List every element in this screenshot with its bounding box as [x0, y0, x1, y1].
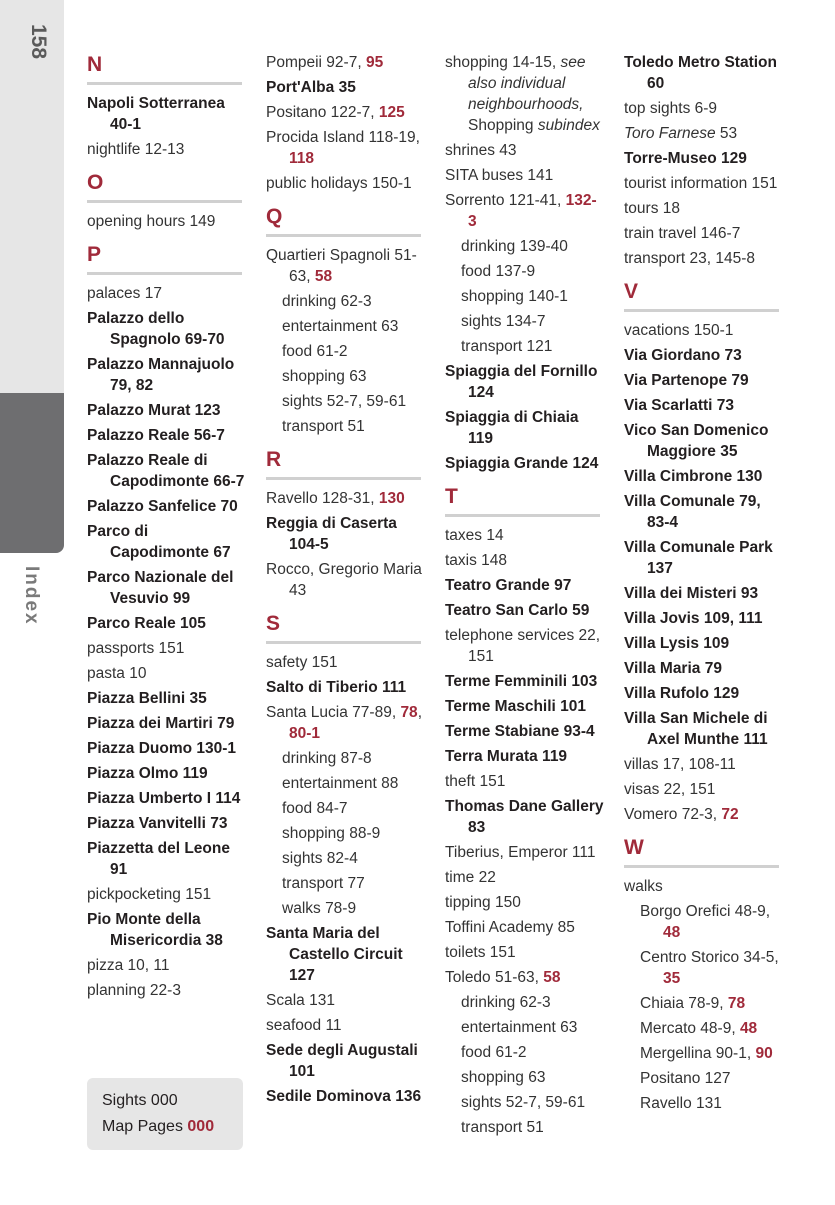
page-number: 158: [27, 24, 50, 60]
index-entry: [87, 567, 247, 609]
index-entry: [87, 283, 247, 304]
entry-text: Toffini Academy 85: [445, 919, 575, 936]
entry-text: subindex: [537, 117, 600, 134]
legend-box: [87, 1078, 243, 1150]
entry-text: Villa Rufolo 129: [624, 685, 740, 702]
entry-text: Teatro Grande 97: [445, 577, 572, 594]
index-entry: [87, 308, 247, 350]
index-entry: [624, 876, 784, 897]
index-entry: [87, 788, 247, 809]
index-subentry: [282, 798, 426, 819]
index-entry: [445, 771, 605, 792]
index-entry: [87, 613, 247, 634]
entry-text: Villa Lysis 109: [624, 635, 730, 652]
index-entry: [87, 425, 247, 446]
index-entry: [87, 738, 247, 759]
entry-text: Napoli Sotterranea 40-1: [87, 95, 225, 133]
index-entry: [266, 173, 426, 194]
entry-text: vacations 150-1: [624, 322, 734, 339]
index-entry: [624, 633, 784, 654]
index-entry: [87, 763, 247, 784]
entry-text: Reggia di Caserta 104-5: [266, 515, 397, 553]
entry-text: transport 51: [282, 418, 365, 435]
index-entry: [624, 52, 784, 94]
letter-heading: S: [266, 605, 421, 644]
index-subentry: [282, 898, 426, 919]
index-entry: [266, 102, 426, 123]
index-entry: [445, 190, 605, 232]
index-entry: [266, 488, 426, 509]
index-entry: [266, 677, 426, 698]
index-entry: [87, 139, 247, 160]
index-entry: [624, 420, 784, 462]
entry-text: Villa Comunale Park 137: [624, 539, 773, 577]
entry-text: telephone services 22, 151: [445, 627, 601, 665]
entry-text: nightlife 12-13: [87, 141, 185, 158]
index-subentry: [461, 1067, 605, 1088]
index-entry: [87, 909, 247, 951]
index-entry: [266, 245, 426, 287]
entry-text: public holidays 150-1: [266, 175, 412, 192]
entry-text: sights 52-7, 59-61: [282, 393, 407, 410]
index-subentry: [461, 336, 605, 357]
letter-heading: T: [445, 478, 600, 517]
index-entry: [87, 211, 247, 232]
index-subentry: [461, 1017, 605, 1038]
entry-text: 53: [715, 125, 738, 142]
entry-text: entertainment 63: [461, 1019, 578, 1036]
entry-text: see also individual neighbourhoods,: [468, 54, 586, 113]
entry-text: Piazza Umberto I 114: [87, 790, 241, 807]
index-entry: [266, 1086, 426, 1107]
index-entry: [624, 223, 784, 244]
index-entry: [445, 575, 605, 596]
index-subentry: [461, 236, 605, 257]
entry-text: Piazza Duomo 130-1: [87, 740, 237, 757]
index-entry: [624, 779, 784, 800]
index-entry: [624, 683, 784, 704]
index-subentry: [282, 416, 426, 437]
index-entry: [624, 395, 784, 416]
index-subentry: [640, 1068, 784, 1089]
index-subentry: [282, 366, 426, 387]
entry-text: Terra Murata 119: [445, 748, 568, 765]
index-subentry: [282, 341, 426, 362]
index-entry: [624, 537, 784, 579]
index-entry: [266, 990, 426, 1011]
entry-text: drinking 139-40: [461, 238, 568, 255]
entry-text: drinking 62-3: [461, 994, 551, 1011]
letter-heading: Q: [266, 198, 421, 237]
entry-text: Positano 127: [640, 1070, 731, 1087]
index-subentry: [461, 1042, 605, 1063]
entry-text: transport 77: [282, 875, 365, 892]
entry-text: tourist information 151: [624, 175, 778, 192]
entry-text: entertainment 63: [282, 318, 399, 335]
index-entry: [445, 892, 605, 913]
entry-text: Procida Island 118-19,: [266, 129, 420, 146]
entry-text: pickpocketing 151: [87, 886, 212, 903]
entry-text: walks: [624, 878, 663, 895]
index-entry: [87, 955, 247, 976]
entry-text: Parco di Capodimonte 67: [87, 523, 231, 561]
entry-text: theft 151: [445, 773, 506, 790]
index-column-3: [445, 52, 605, 1142]
map-page-ref: 78: [727, 995, 746, 1012]
entry-text: Centro Storico 34-5,: [640, 949, 779, 966]
entry-text: taxes 14: [445, 527, 504, 544]
entry-text: Villa Jovis 109, 111: [624, 610, 763, 627]
entry-text: shopping 63: [282, 368, 367, 385]
entry-text: Spiaggia Grande 124: [445, 455, 599, 472]
index-entry: [87, 354, 247, 396]
index-entry: [266, 923, 426, 986]
index-entry: [87, 884, 247, 905]
index-entry: [445, 600, 605, 621]
entry-text: shopping 14-15,: [445, 54, 561, 71]
entry-text: food 137-9: [461, 263, 536, 280]
index-entry: [445, 525, 605, 546]
index-entry: [624, 198, 784, 219]
entry-text: Pompeii 92-7,: [266, 54, 366, 71]
entry-text: Ravello 128-31,: [266, 490, 379, 507]
index-entry: [266, 559, 426, 601]
section-tab-label: Index: [21, 566, 42, 626]
entry-text: Villa San Michele di Axel Munthe 111: [624, 710, 768, 748]
index-entry: [87, 400, 247, 421]
index-entry: [87, 688, 247, 709]
entry-text: toilets 151: [445, 944, 516, 961]
index-entry: [87, 813, 247, 834]
map-page-ref: 58: [314, 268, 333, 285]
entry-text: Mercato 48-9,: [640, 1020, 740, 1037]
entry-text: Parco Reale 105: [87, 615, 206, 632]
index-entry: [266, 702, 426, 744]
index-entry: [87, 663, 247, 684]
entry-text: Sedile Dominova 136: [266, 1088, 422, 1105]
index-subentry: [640, 1043, 784, 1064]
index-entry: [445, 361, 605, 403]
entry-text: tours 18: [624, 200, 681, 217]
index-subentry: [282, 391, 426, 412]
index-entry: [87, 713, 247, 734]
index-entry: [266, 1040, 426, 1082]
index-entry: [87, 450, 247, 492]
index-entry: [624, 466, 784, 487]
entry-text: Terme Femminili 103: [445, 673, 598, 690]
entry-text: Teatro San Carlo 59: [445, 602, 590, 619]
entry-text: train travel 146-7: [624, 225, 741, 242]
index-entry: [624, 98, 784, 119]
index-entry: [87, 638, 247, 659]
index-entry: [624, 345, 784, 366]
entry-text: tipping 150: [445, 894, 521, 911]
entry-text: food 61-2: [282, 343, 348, 360]
entry-text: Via Giordano 73: [624, 347, 742, 364]
index-entry: [445, 867, 605, 888]
entry-text: Villa Cimbrone 130: [624, 468, 763, 485]
entry-text: Thomas Dane Gallery 83: [445, 798, 604, 836]
entry-text: drinking 62-3: [282, 293, 372, 310]
entry-text: Piazza Olmo 119: [87, 765, 208, 782]
index-entry: [445, 746, 605, 767]
entry-text: shopping 88-9: [282, 825, 381, 842]
entry-text: sights 82-4: [282, 850, 358, 867]
entry-text: Palazzo Reale di Capodimonte 66-7: [87, 452, 245, 490]
index-subentry: [640, 1018, 784, 1039]
entry-text: Ravello 131: [640, 1095, 722, 1112]
entry-text: Torre-Museo 129: [624, 150, 747, 167]
entry-text: Villa Comunale 79, 83-4: [624, 493, 761, 531]
index-subentry: [282, 773, 426, 794]
entry-text: transport 51: [461, 1119, 544, 1136]
entry-text: ,: [417, 704, 422, 721]
section-tab-marker: [0, 393, 64, 553]
entry-text: Spiaggia di Chiaia 119: [445, 409, 579, 447]
entry-text: Spiaggia del Fornillo 124: [445, 363, 598, 401]
entry-text: Tiberius, Emperor 111: [445, 844, 596, 861]
letter-heading: P: [87, 236, 242, 275]
entry-text: Villa Maria 79: [624, 660, 722, 677]
entry-text: Piazza Vanvitelli 73: [87, 815, 228, 832]
index-entry: [445, 796, 605, 838]
index-entry: [624, 491, 784, 533]
map-page-ref: 78: [400, 704, 418, 721]
index-entry: [624, 320, 784, 341]
index-entry: [445, 550, 605, 571]
entry-text: Terme Maschili 101: [445, 698, 587, 715]
map-page-ref: 118: [289, 150, 315, 167]
entry-text: Chiaia 78-9,: [640, 995, 728, 1012]
entry-text: Piazzetta del Leone 91: [87, 840, 230, 878]
index-entry: [624, 708, 784, 750]
index-subentry: [461, 286, 605, 307]
index-entry: [445, 453, 605, 474]
map-page-ref: 35: [663, 970, 681, 987]
index-subentry: [282, 873, 426, 894]
entry-text: Rocco, Gregorio Maria 43: [266, 561, 422, 599]
entry-text: Palazzo dello Spagnolo 69-70: [87, 310, 225, 348]
entry-text: Parco Nazionale del Vesuvio 99: [87, 569, 234, 607]
entry-text: palaces 17: [87, 285, 162, 302]
index-entry: [266, 52, 426, 73]
entry-text: Salto di Tiberio 111: [266, 679, 407, 696]
index-subentry: [282, 748, 426, 769]
index-entry: [445, 140, 605, 161]
entry-text: planning 22-3: [87, 982, 181, 999]
index-subentry: [282, 316, 426, 337]
index-subentry: [282, 291, 426, 312]
index-entry: [445, 917, 605, 938]
entry-text: Quartieri Spagnoli 51-63,: [266, 247, 417, 285]
index-subentry: [461, 1117, 605, 1138]
map-page-ref: 48: [663, 924, 681, 941]
legend-map-pages-label: Map Pages: [102, 1118, 188, 1135]
index-column-4: [624, 52, 784, 1118]
entry-text: Piazza dei Martiri 79: [87, 715, 235, 732]
entry-text: Via Scarlatti 73: [624, 397, 735, 414]
index-entry: [87, 521, 247, 563]
index-subentry: [640, 901, 784, 943]
index-entry: [624, 608, 784, 629]
letter-heading: R: [266, 441, 421, 480]
entry-text: Sede degli Augustali 101: [266, 1042, 418, 1080]
index-entry: [87, 980, 247, 1001]
entry-text: Palazzo Mannajuolo 79, 82: [87, 356, 235, 394]
index-subentry: [640, 947, 784, 989]
index-entry: [266, 77, 426, 98]
legend-sights: Sights 000: [102, 1092, 178, 1109]
entry-text: Terme Stabiane 93-4: [445, 723, 595, 740]
index-subentry: [461, 311, 605, 332]
entry-text: food 61-2: [461, 1044, 527, 1061]
entry-text: shrines 43: [445, 142, 517, 159]
index-entry: [87, 496, 247, 517]
index-subentry: [282, 848, 426, 869]
entry-text: Toledo 51-63,: [445, 969, 544, 986]
entry-text: seafood 11: [266, 1017, 342, 1034]
entry-text: Borgo Orefici 48-9,: [640, 903, 771, 920]
index-entry: [445, 165, 605, 186]
index-entry: [624, 123, 784, 144]
entry-text: top sights 6-9: [624, 100, 718, 117]
index-subentry: [461, 1092, 605, 1113]
entry-text: transport 121: [461, 338, 553, 355]
entry-text: opening hours 149: [87, 213, 216, 230]
map-page-ref: 80-1: [289, 725, 321, 742]
entry-text: Via Partenope 79: [624, 372, 749, 389]
index-entry: [445, 671, 605, 692]
entry-text: Toledo Metro Station 60: [624, 54, 777, 92]
map-page-ref: 125: [378, 104, 405, 121]
entry-text: Toro Farnese: [624, 125, 716, 142]
entry-text: Vico San Domenico Maggiore 35: [624, 422, 769, 460]
index-entry: [445, 942, 605, 963]
index-entry: [445, 842, 605, 863]
index-entry: [445, 967, 605, 988]
entry-text: Villa dei Misteri 93: [624, 585, 759, 602]
entry-text: shopping 63: [461, 1069, 546, 1086]
entry-text: Sorrento 121-41,: [445, 192, 566, 209]
entry-text: passports 151: [87, 640, 185, 657]
legend-map-pages-value: 000: [187, 1118, 215, 1135]
index-entry: [266, 1015, 426, 1036]
map-page-ref: 72: [721, 806, 739, 823]
map-page-ref: 90: [755, 1045, 773, 1062]
index-entry: [624, 583, 784, 604]
entry-text: villas 17, 108-11: [624, 756, 736, 773]
entry-text: Palazzo Murat 123: [87, 402, 221, 419]
index-entry: [624, 804, 784, 825]
entry-text: Port'Alba 35: [266, 79, 356, 96]
letter-heading: V: [624, 273, 779, 312]
index-subentry: [461, 261, 605, 282]
entry-text: entertainment 88: [282, 775, 399, 792]
entry-text: Piazza Bellini 35: [87, 690, 207, 707]
entry-text: taxis 148: [445, 552, 508, 569]
index-entry: [87, 93, 247, 135]
index-column-2: [266, 52, 426, 1111]
entry-text: pasta 10: [87, 665, 147, 682]
entry-text: Scala 131: [266, 992, 335, 1009]
map-page-ref: 132-3: [468, 192, 597, 230]
entry-text: Positano 122-7,: [266, 104, 379, 121]
map-page-ref: 95: [365, 54, 384, 71]
entry-text: Palazzo Reale 56-7: [87, 427, 225, 444]
entry-text: Mergellina 90-1,: [640, 1045, 756, 1062]
entry-text: walks 78-9: [282, 900, 357, 917]
letter-heading: W: [624, 829, 779, 868]
entry-text: transport 23, 145-8: [624, 250, 755, 267]
letter-heading: O: [87, 164, 242, 203]
letter-heading: N: [87, 52, 242, 85]
index-column-1: [87, 52, 247, 1005]
index-entry: [87, 838, 247, 880]
entry-text: time 22: [445, 869, 496, 886]
entry-text: sights 52-7, 59-61: [461, 1094, 586, 1111]
index-entry: [624, 754, 784, 775]
index-entry: [266, 513, 426, 555]
index-entry: [445, 52, 605, 136]
index-entry: [266, 652, 426, 673]
entry-text: shopping 140-1: [461, 288, 568, 305]
index-entry: [624, 370, 784, 391]
entry-text: visas 22, 151: [624, 781, 716, 798]
index-entry: [445, 696, 605, 717]
entry-text: safety 151: [266, 654, 338, 671]
entry-text: Pio Monte della Misericordia 38: [87, 911, 223, 949]
index-entry: [445, 407, 605, 449]
map-page-ref: 58: [543, 969, 561, 986]
entry-text: SITA buses 141: [445, 167, 554, 184]
map-page-ref: 48: [739, 1020, 758, 1037]
entry-text: Santa Lucia 77-89,: [266, 704, 401, 721]
map-page-ref: 130: [378, 490, 405, 507]
index-subentry: [640, 1093, 784, 1114]
index-entry: [624, 658, 784, 679]
entry-text: sights 134-7: [461, 313, 546, 330]
index-subentry: [640, 993, 784, 1014]
entry-text: Vomero 72-3,: [624, 806, 722, 823]
index-entry: [624, 173, 784, 194]
entry-text: food 84-7: [282, 800, 348, 817]
entry-text: Shopping: [468, 117, 538, 134]
index-entry: [624, 148, 784, 169]
entry-text: Santa Maria del Castello Circuit 127: [266, 925, 403, 984]
index-entry: [445, 721, 605, 742]
index-subentry: [461, 992, 605, 1013]
index-subentry: [282, 823, 426, 844]
index-entry: [445, 625, 605, 667]
index-entry: [624, 248, 784, 269]
index-entry: [266, 127, 426, 169]
entry-text: drinking 87-8: [282, 750, 372, 767]
legend-map-pages: [102, 1118, 214, 1136]
entry-text: Palazzo Sanfelice 70: [87, 498, 238, 515]
entry-text: pizza 10, 11: [87, 957, 170, 974]
